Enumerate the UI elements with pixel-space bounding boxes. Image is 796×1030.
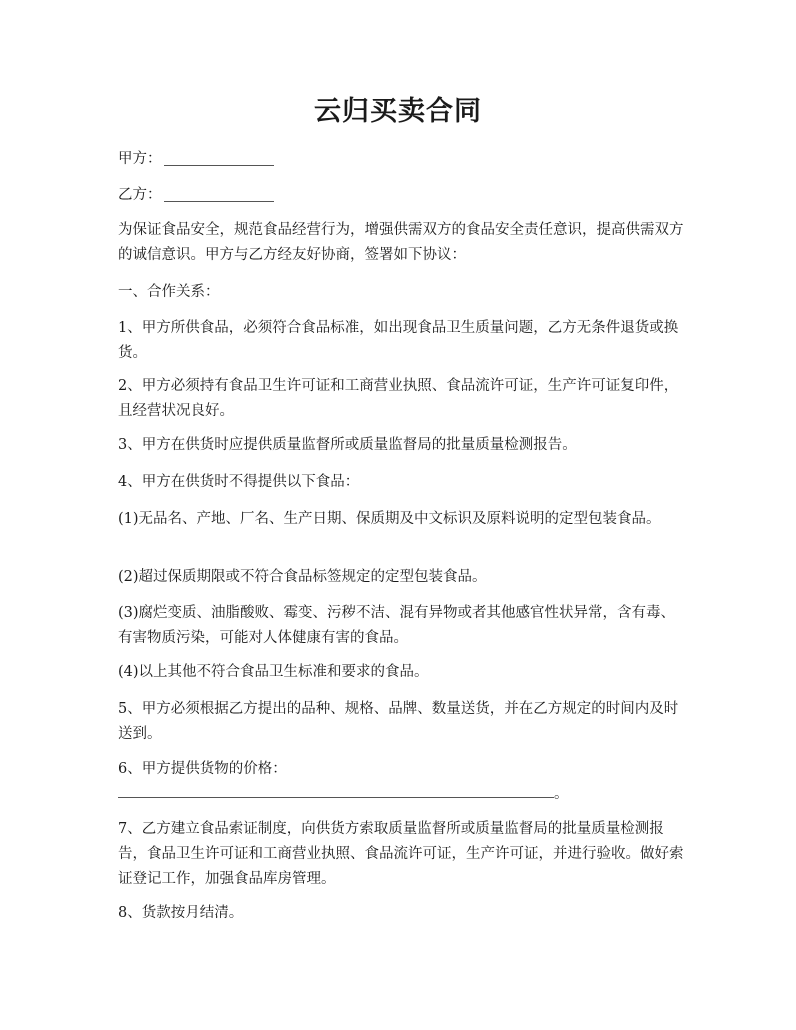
party-b-label: 乙方： [118, 187, 162, 203]
clause-7: 7、乙方建立食品索证制度，向供货方索取质量监督所或质量监督局的批量质量检测报告，食品卫生许可证和工商营业执照、食品流许可证，生产许可证，并进行验收。做好索证登记工作，加强食品库房管理。 [118, 821, 684, 887]
clause-4: 4、甲方在供货时不得提供以下食品： [118, 474, 360, 490]
clause-4-item-4: (4)以上其他不符合食品卫生标准和要求的食品。 [118, 664, 429, 680]
clause-6: 6、甲方提供货物的价格： [118, 761, 287, 777]
section-heading: 一、合作关系： [118, 284, 220, 300]
clause-2: 2、甲方必须持有食品卫生许可证和工商营业执照、食品流许可证，生产许可证复印件，且经营状况良好。 [118, 378, 679, 419]
clause-4-item-2: (2)超过保质期限或不符合食品标签规定的定型包装食品。 [118, 569, 487, 585]
party-a-line [118, 147, 684, 172]
clause-8: 8、货款按月结清。 [118, 905, 244, 921]
price-blank-line [118, 782, 684, 807]
clause-3: 3、甲方在供货时应提供质量监督所或质量监督局的批量质量检测报告。 [118, 437, 577, 453]
clause-1: 1、甲方所供食品，必须符合食品标准，如出现食品卫生质量问题，乙方无条件退货或换货。 [118, 320, 679, 361]
clause-5: 5、甲方必须根据乙方提出的品种、规格、品牌、数量送货，并在乙方规定的时间内及时送到。 [118, 701, 679, 742]
intro-paragraph: 为保证食品安全，规范食品经营行为，增强供需双方的食品安全责任意识，提高供需双方的诚信意识。甲方与乙方经友好协商，签署如下协议： [118, 222, 684, 263]
party-a-label: 甲方： [118, 151, 162, 167]
party-b-line [118, 183, 684, 208]
clause-4-item-1: (1)无品名、产地、厂名、生产日期、保质期及中文标识及原料说明的定型包装食品。 [118, 511, 661, 527]
party-b-blank [164, 201, 274, 202]
price-blank-end: 。 [554, 786, 569, 802]
clause-4-item-3: (3)腐烂变质、油脂酸败、霉变、污秽不洁、混有异物或者其他感官性状异常，含有毒、有害物质污染，可能对人体健康有害的食品。 [118, 605, 676, 646]
price-blank [118, 783, 554, 798]
party-a-blank [164, 165, 274, 166]
page-title: 云归买卖合同 [314, 96, 482, 127]
